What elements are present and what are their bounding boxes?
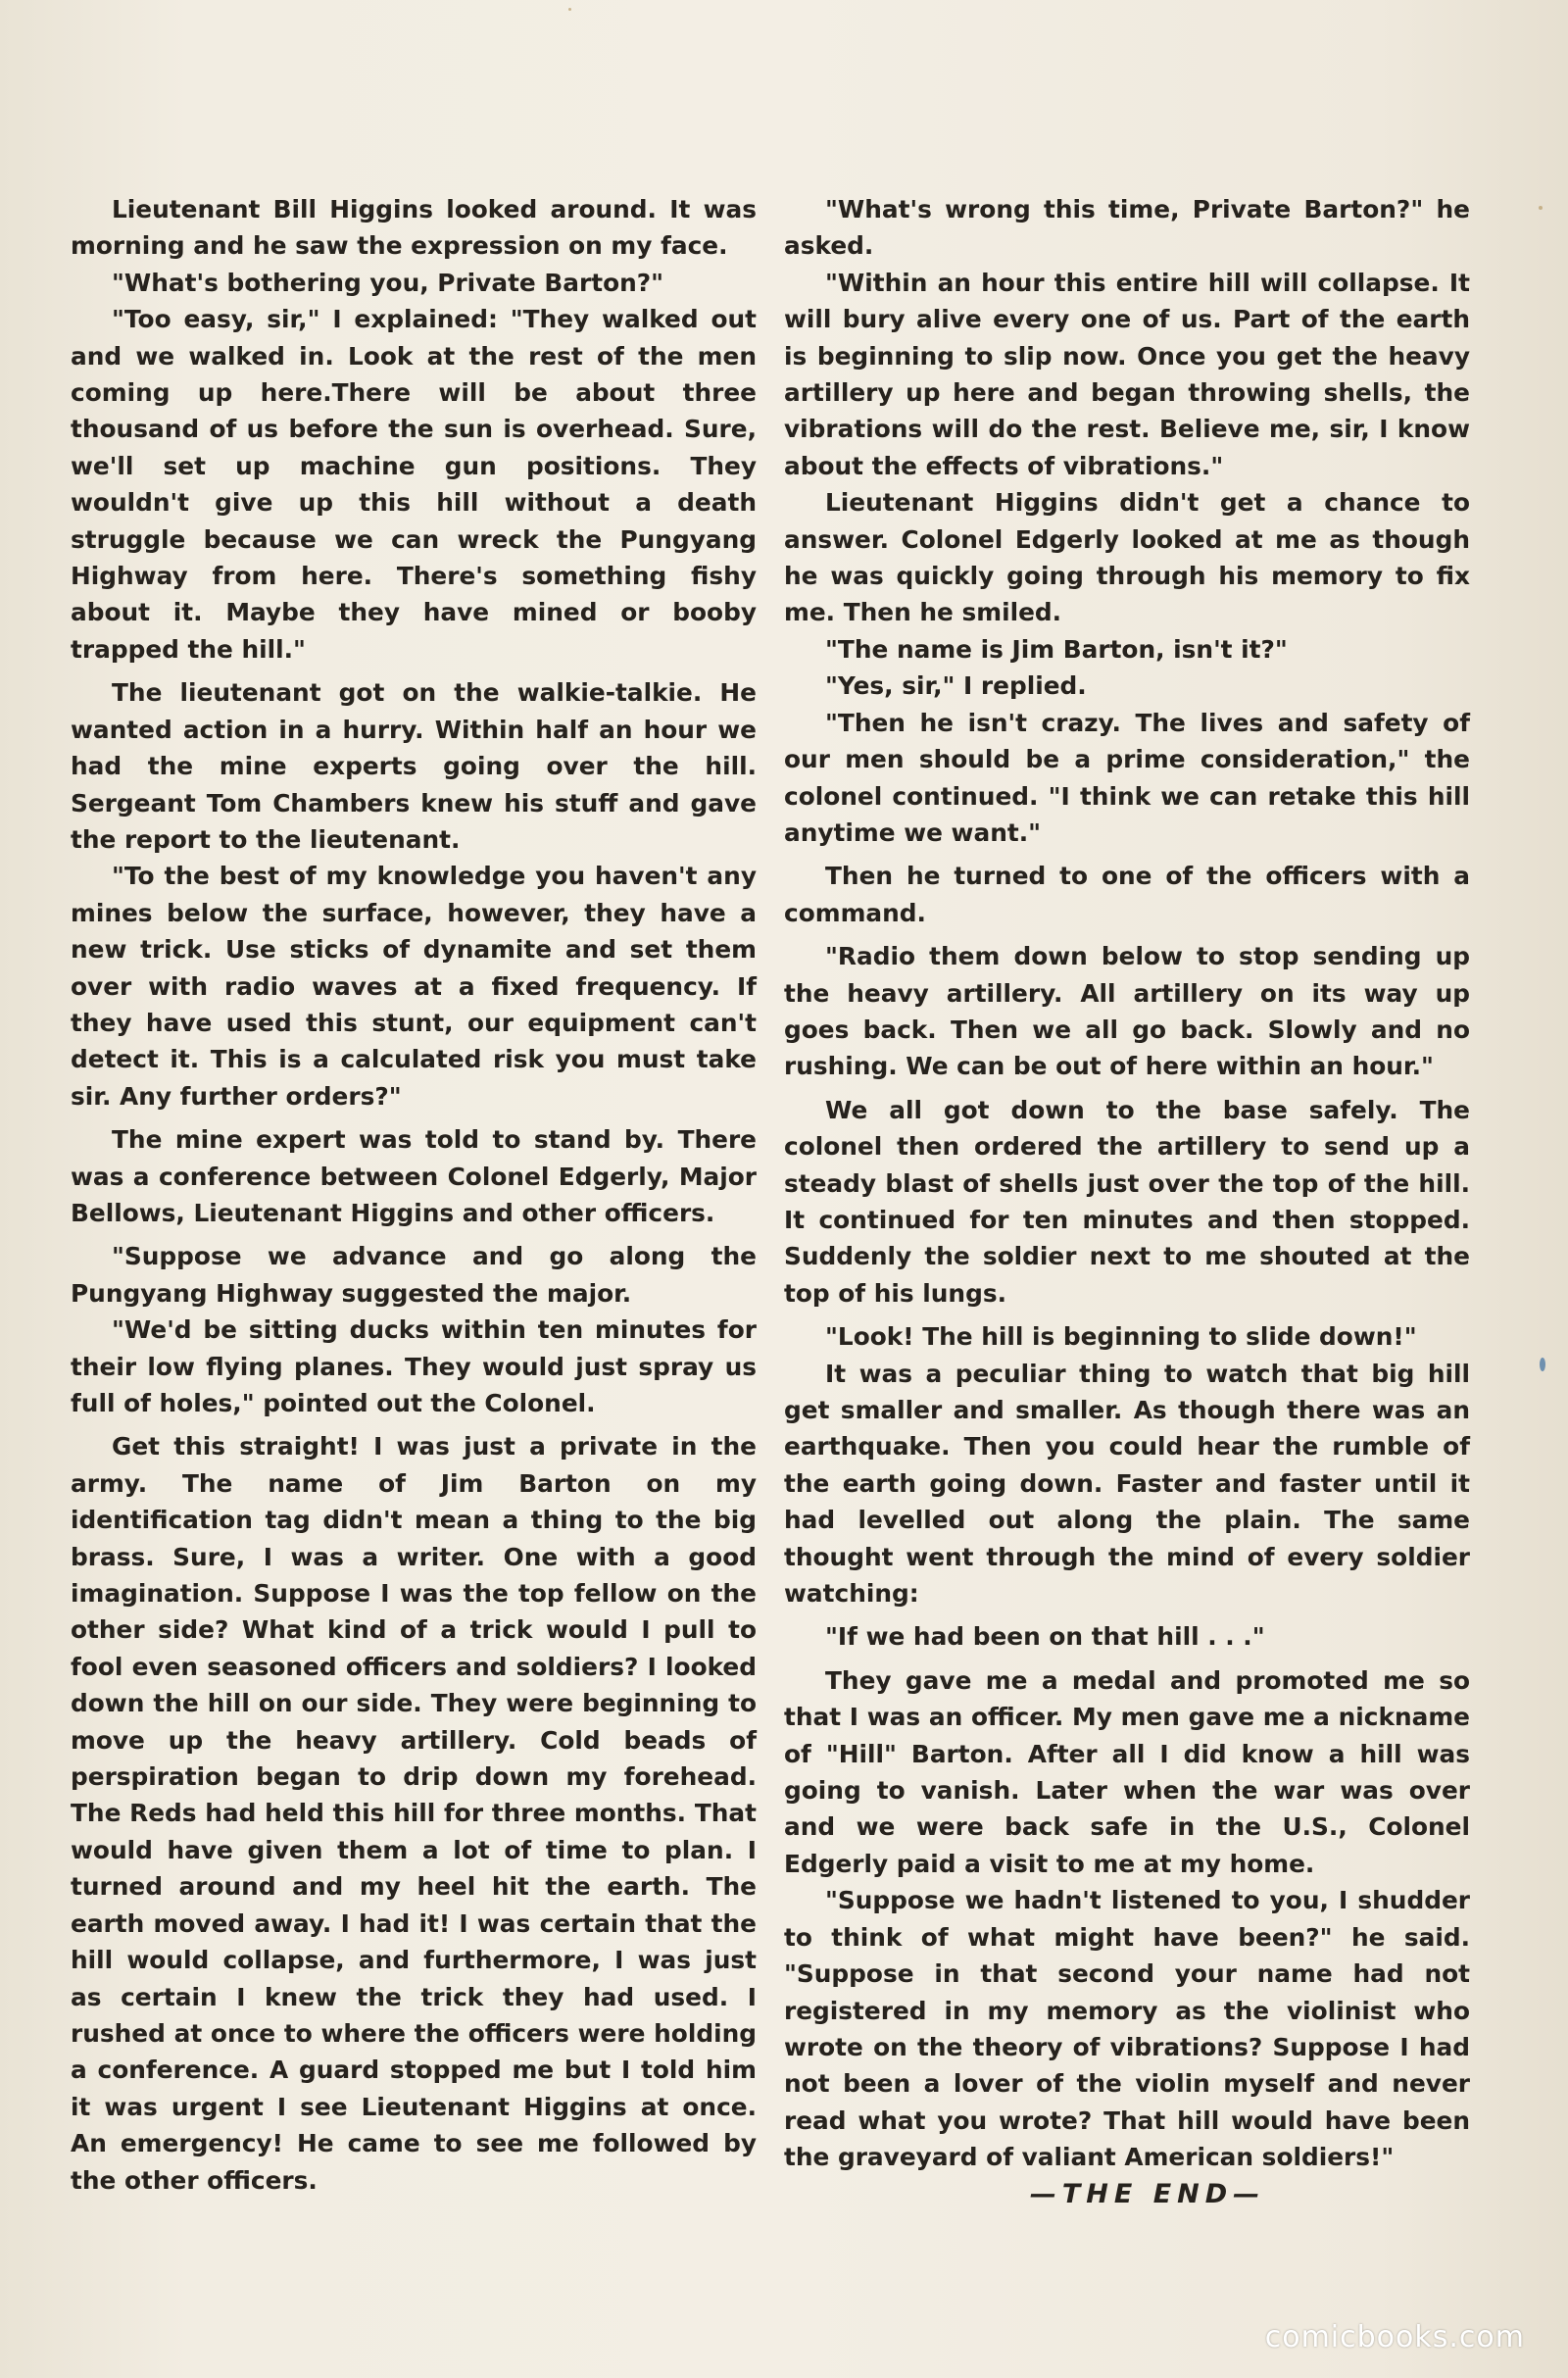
paragraph: The mine expert was told to stand by. There was a conference between Colonel Edgerly, Major Bellows, Lieutenant Higgins and other officers. [71,1125,757,1227]
paragraph: Lieutenant Higgins didn't get a chance to answer. Colonel Edgerly looked at me as though he was quickly going through his memory to fix me. Then he smiled. [784,488,1470,627]
paragraph: "What's bothering you, Private Barton?" [112,268,664,297]
paragraph: "Look! The hill is beginning to slide down!" [825,1322,1417,1352]
paragraph: "Yes, sir," I replied. [825,671,1087,701]
paragraph: "Too easy, sir," I explained: "They walked out and we walked in. Look at the rest of the men coming up here.There will be about three thousand of us before the sun is overhead. Sure, we'll set up machine gun positions. They wouldn't give up this hill without a death struggle because we can wreck the Pungyang Highway from here. There's something fishy about it. Maybe they have mined or booby trapped the hill." [71,305,757,664]
paragraph: Lieutenant Bill Higgins looked around. It was morning and he saw the expression on my face. [71,195,757,261]
paragraph: "The name is Jim Barton, isn't it?" [825,634,1288,664]
paragraph: The lieutenant got on the walkie-talkie. He wanted action in a hurry. Within half an hour we had the mine experts going over the hill. Sergeant Tom Chambers knew his stuff and gave the report to the lieutenant. [71,678,757,854]
paragraph: It was a peculiar thing to watch that big hill get smaller and smaller. As though there was an earthquake. Then you could hear the rumble of the earth going down. Faster and faster until it had levelled out along the plain. The same thought went through the mind of every soldier watching: [784,1359,1470,1609]
paragraph: Then he turned to one of the officers with a command. [784,862,1470,927]
the-end-mark: —THE END— [1029,2178,1266,2209]
paragraph: "To the best of my knowledge you haven't any mines below the surface, however, they have a new trick. Use sticks of dynamite and set them over with radio waves at a fixed frequency. If they have used this stunt, our equipment can't detect it. This is a calculated risk you must take sir. Any further orders?" [71,862,757,1111]
paragraph: "We'd be sitting ducks within ten minutes for their low flying planes. They would just spray us full of holes," pointed out the Colonel. [71,1315,757,1417]
watermark: comicbooks.com [1264,2320,1525,2354]
paragraph: We all got down to the base safely. The colonel then ordered the artillery to send up a steady blast of shells just over the top of the hill. It continued for ten minutes and then stopped. Suddenly the soldier next to me shouted at the top of his lungs. [784,1095,1470,1308]
print-speck [1540,1358,1545,1371]
paragraph: "Then he isn't crazy. The lives and safety of our men should be a prime consideration," the colonel continued. "I think we can retake this hill anytime we want." [784,708,1470,847]
paragraph: "Within an hour this entire hill will collapse. It will bury alive every one of us. Part of the earth is beginning to slip now. Once you get the heavy artillery up here and began throwing shells, the vibrations will do the rest. Believe me, sir, I know about the effects of vibrations." [784,268,1470,480]
paragraph: "If we had been on that hill . . ." [825,1622,1265,1652]
paragraph: "Suppose we hadn't listened to you, I shudder to think of what might have been?" he said. "Suppose in that second your name had not registered in my memory as the violinist who wrote on the theory of vibrations? Suppose I had not been a lover of the violin myself and never read what you wrote? That hill would have been the graveyard of valiant American soldiers!" [784,1886,1470,2172]
paragraph: "Suppose we advance and go along the Pungyang Highway suggested the major. [71,1242,757,1308]
left-text-column [71,191,757,2318]
right-text-column [784,191,1470,2318]
print-speck [568,8,571,11]
paragraph: Get this straight! I was just a private in the army. The name of Jim Barton on my identification tag didn't mean a thing to the big brass. Sure, I was a writer. One with a good imagination. Suppose I was the top fellow on the other side? What kind of a trick would I pull to fool even seasoned officers and soldiers? I looked down the hill on our side. They were beginning to move up the heavy artillery. Cold beads of perspiration began to drip down my forehead. The Reds had held this hill for three months. That would have given them a lot of time to plan. I turned around and my heel hit the earth. The earth moved away. I had it! I was certain that the hill would collapse, and furthermore, I was just as certain I knew the trick they had used. I rushed at once to where the officers were holding a conference. A guard stopped me but I told him it was urgent I see Lieutenant Higgins at once. An emergency! He came to see me followed by the other officers. [71,1432,757,2195]
paragraph: They gave me a medal and promoted me so that I was an officer. My men gave me a nickname of "Hill" Barton. After all I did know a hill was going to vanish. Later when the war was over and we were back safe in the U.S., Colonel Edgerly paid a visit to me at my home. [784,1665,1470,1878]
paragraph: "What's wrong this time, Private Barton?" he asked. [784,195,1470,261]
print-speck [1539,206,1543,210]
paragraph: "Radio them down below to stop sending up the heavy artillery. All artillery on its way up goes back. Then we all go back. Slowly and no rushing. We can be out of here within an hour." [784,942,1470,1081]
